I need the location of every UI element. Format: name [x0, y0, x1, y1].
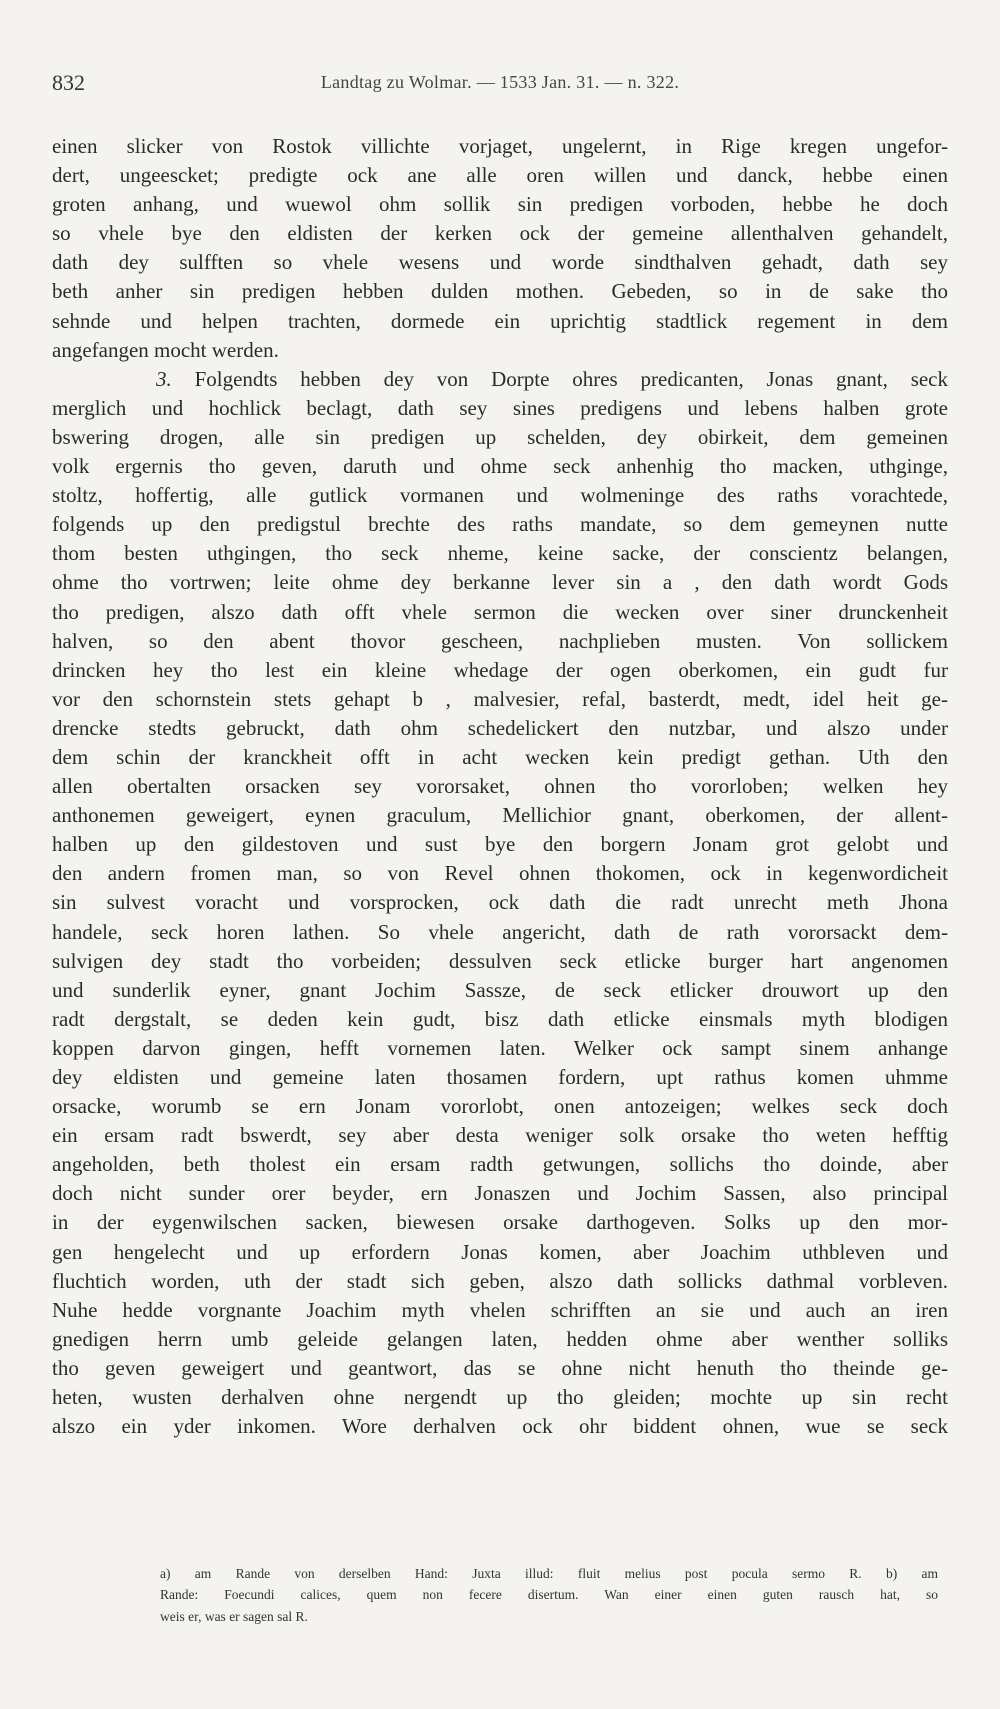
text-line: ein ersam radt bswerdt, sey aber desta weniger solk orsake tho weten hefftig — [52, 1123, 948, 1148]
text-line: bswering drogen, alle sin predigen up schelden, dey obirkeit, dem gemeinen — [52, 424, 948, 449]
text-line: angefangen mocht werden. — [52, 337, 279, 362]
text-line — [52, 1441, 948, 1470]
footnotes — [160, 1563, 938, 1627]
text-line: merglich und hochlick beclagt, dath sey sines predigens und lebens halben grote — [52, 395, 948, 420]
text-line: doch nicht sunder orer beyder, ern Jonaszen und Jochim Sassen, also principal — [52, 1181, 948, 1206]
text-line: drincken hey tho lest ein kleine whedage der ogen oberkomen, ein gudt fur — [52, 657, 948, 682]
text-line: koppen darvon gingen, hefft vornemen laten. Welker ock sampt sinem anhange — [52, 1035, 948, 1060]
text-line: angeholden, beth tholest ein ersam radth getwungen, sollichs tho doinde, aber — [52, 1152, 948, 1177]
text-line: heten, wusten derhalven ohne nergendt up tho gleiden; mochte up sin recht — [52, 1385, 948, 1410]
text-line: ohme tho vortrwen; leite ohme dey berkanne lever sin a , den dath wordt Gods — [52, 570, 948, 595]
text-line: alszo ein yder inkomen. Wore derhalven ock ohr biddent ohnen, wue se seck — [52, 1414, 948, 1439]
footnote-line: a) am Rande von derselben Hand: Juxta illud: fluit melius post pocula sermo R. b) am — [160, 1566, 938, 1581]
section-first-line: Folgendts hebben dey von Dorpte ohres predicanten, Jonas gnant, seck — [194, 366, 948, 391]
text-line: allen obertalten orsacken sey vororsaket, ohnen tho vororloben; welken hey — [52, 774, 948, 799]
text-line: vor den schornstein stets gehapt b , malvesier, refal, basterdt, medt, idel heit ge- — [52, 686, 948, 711]
text-line: sin sulvest voracht und vorsprocken, ock dath die radt unrecht meth Jhona — [52, 890, 948, 915]
text-line: sulvigen dey stadt tho vorbeiden; dessulven seck etlicke burger hart angenomen — [52, 948, 948, 973]
text-line: anthonemen geweigert, eynen graculum, Mellichior gnant, oberkomen, der allent- — [52, 803, 948, 828]
text-line: fluchtich worden, uth der stadt sich geben, alszo dath sollicks dathmal vorbleven. — [52, 1268, 948, 1293]
text-line: handele, seck horen lathen. So vhele angericht, dath de rath vororsackt dem- — [52, 919, 948, 944]
text-line: so vhele bye den eldisten der kerken ock der gemeine allenthalven gehandelt, — [52, 221, 948, 246]
running-head: Landtag zu Wolmar. — 1533 Jan. 31. — n. 322. — [320, 72, 680, 92]
page-header — [52, 70, 948, 100]
text-line: dem schin der kranckheit offt in acht wecken kein predigt gethan. Uth den — [52, 744, 948, 769]
text-line: halben up den gildestoven und sust bye den borgern Jonam grot gelobt und — [52, 832, 948, 857]
text-line: dert, ungeescket; predigte ock ane alle oren willen und danck, hebbe einen — [52, 163, 948, 188]
text-line: gnedigen herrn umb geleide gelangen laten, hedden ohme aber wenther solliks — [52, 1326, 948, 1351]
text-line: beth anher sin predigen hebben dulden mothen. Gebeden, so in de sake tho — [52, 279, 948, 304]
text-line: einen slicker von Rostok villichte vorjaget, ungelernt, in Rige kregen ungefor- — [52, 134, 948, 158]
text-line: orsacke, worumb se ern Jonam vororlobt, onen antozeigen; welkes seck doch — [52, 1094, 948, 1119]
text-line: dath dey sulfften so vhele wesens und worde sindthalven gehadt, dath sey — [52, 250, 948, 275]
text-line: drencke stedts gebruckt, dath ohm schedelickert den nutzbar, und alszo under — [52, 715, 948, 740]
text-line: groten anhang, und wuewol ohm sollik sin predigen vorboden, hebbe he doch — [52, 192, 948, 217]
text-line: folgends up den predigstul brechte des raths mandate, so dem gemeynen nutte — [52, 512, 948, 537]
text-line: sehnde und helpen trachten, dormede ein uprichtig stadtlick regement in dem — [52, 308, 948, 333]
text-line: volk ergernis tho geven, daruth und ohme seck anhenhig tho macken, uthginge, — [52, 454, 948, 479]
footnote-line: Rande: Foecundi calices, quem non fecere disertum. Wan einer einen guten rausch hat, so — [160, 1587, 938, 1603]
text-line: tho predigen, alszo dath offt vhele sermon die wecken over siner drunckenheit — [52, 599, 948, 624]
text-line: in der eygenwilschen sacken, biewesen orsake darthogeven. Solks up den mor- — [52, 1210, 948, 1235]
body-text — [52, 132, 948, 1470]
text-line: dey eldisten und gemeine laten thosamen fordern, upt rathus komen uhmme — [52, 1065, 948, 1089]
text-line: den andern fromen man, so von Revel ohnen thokomen, ock in kegenwordicheit — [52, 861, 948, 886]
text-line: gen hengelecht und up erfordern Jonas komen, aber Joachim uthbleven und — [52, 1239, 948, 1264]
text-line: halven, so den abent thovor gescheen, nachplieben musten. Von sollickem — [52, 628, 948, 653]
text-line: thom besten uthgingen, tho seck nheme, keine sacke, der conscientz belangen, — [52, 541, 948, 566]
text-line: tho geven geweigert und geantwort, das se ohne nicht henuth tho theinde ge- — [52, 1355, 948, 1380]
text-line: Nuhe hedde vorgnante Joachim myth vhelen schrifften an sie und auch an iren — [52, 1297, 948, 1322]
page-number: 832 — [52, 70, 85, 95]
text-line: radt dergstalt, se deden kein gudt, bisz dath etlicke einsmals myth blodigen — [52, 1006, 948, 1031]
text-line: stoltz, hoffertig, alle gutlick vormanen und wolmeninge des raths vorachtede, — [52, 483, 948, 508]
text-line-section-start — [52, 365, 948, 394]
text-line: und sunderlik eyner, gnant Jochim Sassze, de seck etlicker drouwort up den — [52, 977, 948, 1002]
footnote-line: weis er, was er sagen sal R. — [160, 1608, 308, 1624]
section-numeral: 3. — [156, 366, 172, 391]
